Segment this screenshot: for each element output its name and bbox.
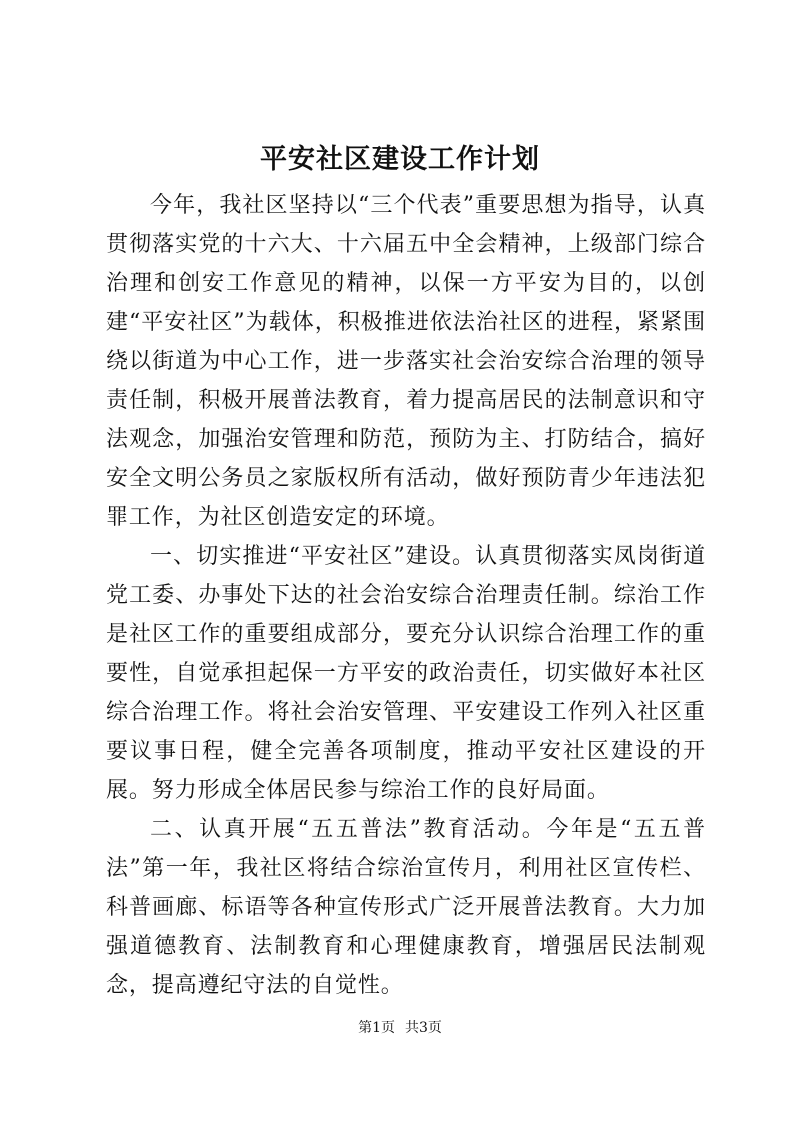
- page-footer: [0, 1018, 800, 1038]
- paragraph-intro: 今年，我社区坚持以“三个代表”重要思想为指导，认真贯彻落实党的十六大、十六届五中全会精神，上级部门综合治理和创安工作意见的精神，以保一方平安为目的，以创建“平安社区”为载体，积极推进依法治社区的进程，紧紧围绕以街道为中心工作，进一步落实社会治安综合治理的领导责任制，积极开展普法教育，着力提高居民的法制意识和守法观念，加强治安管理和防范，预防为主、打防结合，搞好安全文明公务员之家版权所有活动，做好预防青少年违法犯罪工作，为社区创造安定的环境。: [106, 193, 706, 530]
- paragraph-section-2: 二、认真开展“五五普法”教育活动。今年是“五五普法”第一年，我社区将结合综治宣传月，利用社区宣传栏、科普画廊、标语等各种宣传形式广泛开展普法教育。大力加强道德教育、法制教育和心理健康教育，增强居民法制观念，提高遵纪守法的自觉性。: [106, 817, 706, 998]
- paragraph-section-1: 一、切实推进“平安社区”建设。认真贯彻落实凤岗街道党工委、办事处下达的社会治安综合治理责任制。综治工作是社区工作的重要组成部分，要充分认识综合治理工作的重要性，自觉承担起保一方平安的政治责任，切实做好本社区综合治理工作。将社会治安管理、平安建设工作列入社区重要议事日程，健全完善各项制度，推动平安社区建设的开展。努力形成全体居民参与综治工作的良好局面。: [106, 544, 706, 803]
- document-title: 平安社区建设工作计划: [260, 144, 540, 175]
- document-body: [106, 186, 706, 1005]
- page-number: 第1页: [358, 1020, 395, 1036]
- page-total: 共3页: [405, 1020, 442, 1036]
